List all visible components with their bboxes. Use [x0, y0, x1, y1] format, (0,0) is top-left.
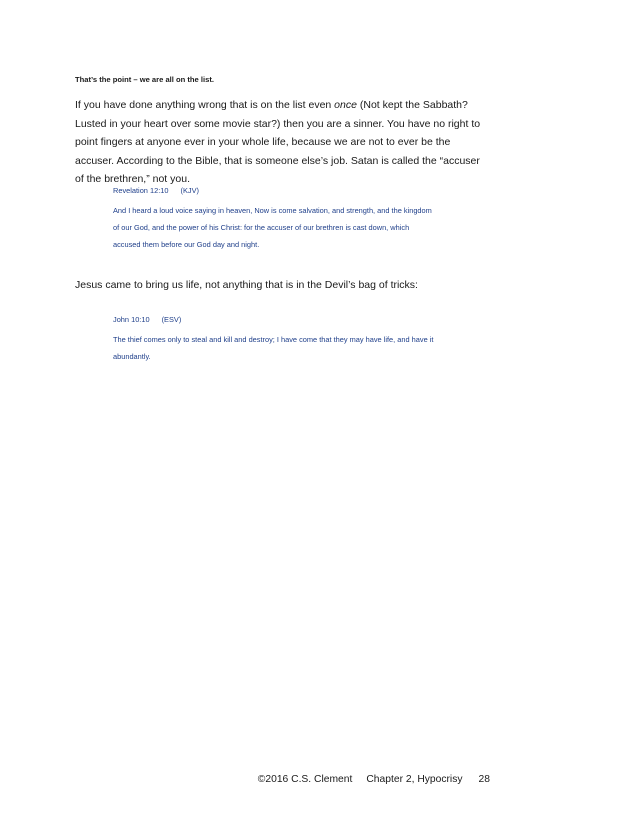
paragraph-line: of the brethren,” not you.: [75, 173, 190, 186]
page-footer: [258, 774, 490, 785]
bible-version: (KJV): [180, 186, 199, 195]
verse-line: The thief comes only to steal and kill and destroy; I have come that they may have life, and have it: [113, 335, 434, 344]
scripture-quote-revelation: [113, 186, 533, 253]
body-paragraph-2: Jesus came to bring us life, not anything that is in the Devil’s bag of tricks:: [75, 279, 418, 291]
verse-reference: [113, 315, 533, 324]
scripture-quote-john: [113, 315, 533, 366]
footer-copyright: ©2016 C.S. Clement: [257, 774, 353, 785]
paragraph-line: accuser. According to the Bible, that is someone else’s job. Satan is called the “accuser: [75, 154, 480, 167]
verse-reference: [113, 186, 533, 195]
footer-chapter: Chapter 2, Hypocrisy: [366, 774, 463, 785]
verse-citation: Revelation 12:10: [113, 186, 169, 195]
bible-version: (ESV): [161, 315, 182, 324]
page-number: 28: [478, 774, 490, 785]
verse-text: [113, 203, 533, 253]
verse-line: of our God, and the power of his Christ: for the accuser of our brethren is cast down, which: [113, 222, 410, 232]
verse-citation: John 10:10: [113, 315, 150, 324]
emphasis-once: once: [334, 99, 357, 111]
section-heading: That’s the point – we are all on the list.: [75, 75, 214, 84]
body-paragraph-1: [75, 96, 555, 189]
paragraph-line: Lusted in your heart over some movie star?) then you are a sinner. You have no right to: [75, 117, 481, 130]
paragraph-line: If you have done anything wrong that is on the list even once (Not kept the Sabbath?: [75, 99, 468, 111]
verse-line: And I heard a loud voice saying in heaven, Now is come salvation, and strength, and the kingdom: [113, 206, 432, 215]
verse-line: accused them before our God day and night.: [113, 239, 260, 249]
verse-text: [113, 332, 533, 366]
verse-line: abundantly.: [113, 351, 151, 361]
paragraph-line: point fingers at anyone ever in your whole life, because we are not to ever be the: [75, 136, 451, 149]
